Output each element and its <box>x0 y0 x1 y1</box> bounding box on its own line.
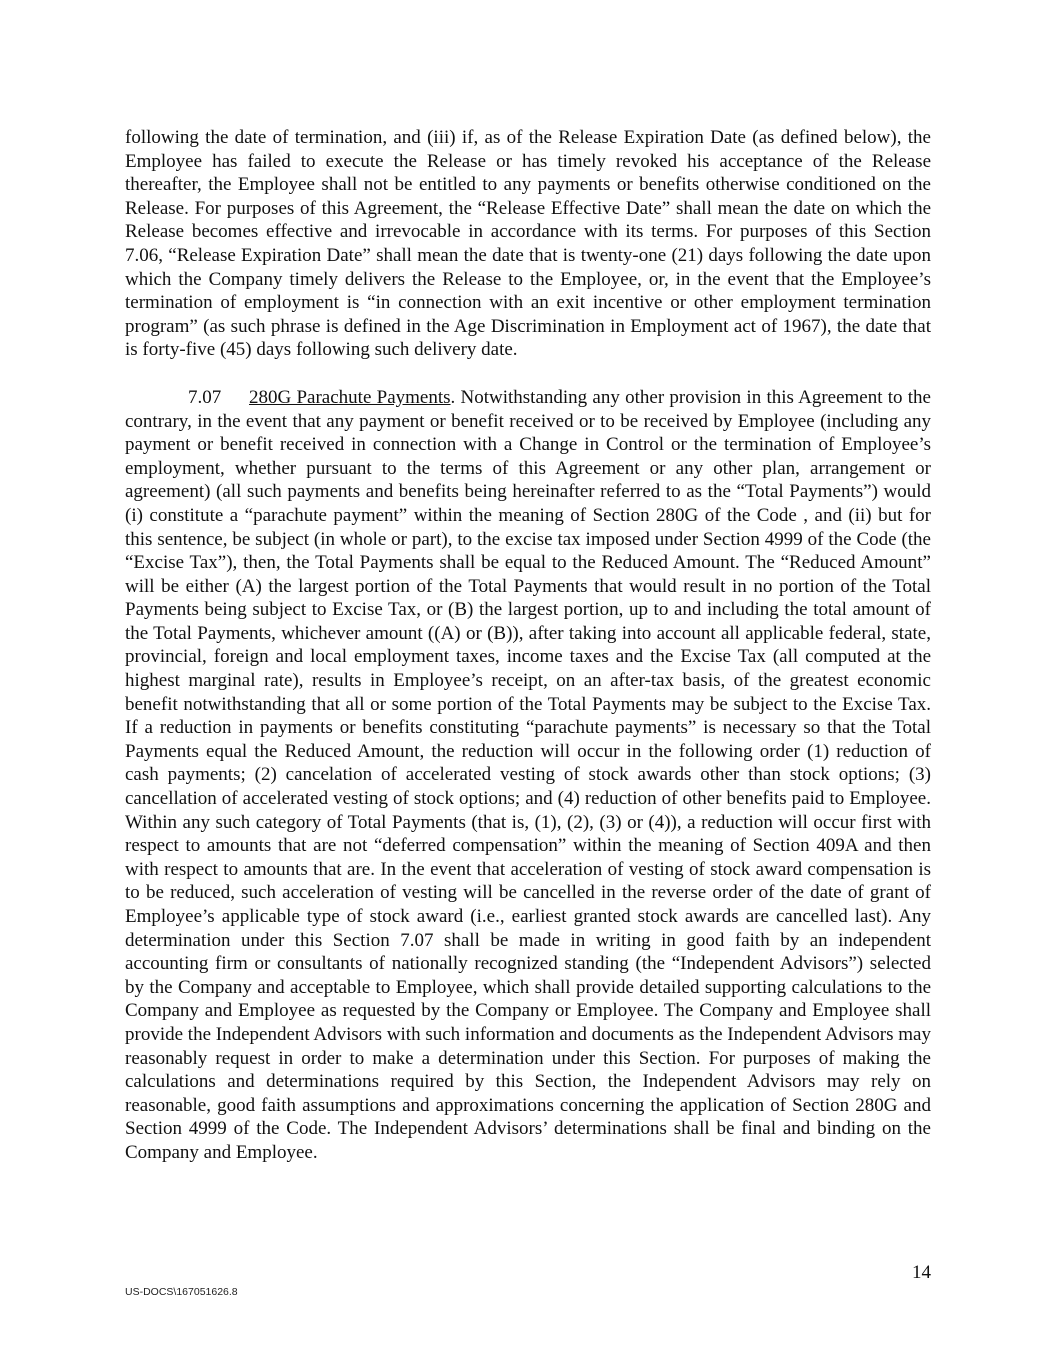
section-title: 280G Parachute Payments <box>249 386 451 408</box>
section-7-07-paragraph <box>125 386 931 1165</box>
document-body <box>125 126 931 1165</box>
document-id: US-DOCS\167051626.8 <box>125 1286 238 1298</box>
section-number: 7.07 <box>188 386 222 408</box>
continuation-paragraph: following the date of termination, and (iii) if, as of the Release Expiration Date (as defined below), the Employee has failed to execute the Release or has timely revoked his acceptance of the Release thereafter, the Employee shall not be entitled to any payments or benefits otherwise conditioned on the Release. For purposes of this Agreement, the “Release Effective Date” shall mean the date on which the Release becomes effective and irrevocable in accordance with its terms. For purposes of this Section 7.06, “Release Expiration Date” shall mean the date that is twenty-one (21) days following the date upon which the Company timely delivers the Release to the Employee, or, in the event that the Employee’s termination of employment is “in connection with an exit incentive or other employment termination program” (as such phrase is defined in the Age Discrimination in Employment act of 1967), the date that is forty-five (45) days following such delivery date. <box>125 127 931 361</box>
page-number: 14 <box>912 1262 931 1283</box>
section-body: . Notwithstanding any other provision in this Agreement to the contrary, in the event that any payment or benefit received or to be received by Employee (including any payment or benefit received in connection with a Change in Control or the termination of Employee’s employment, whether pursuant to the terms of this Agreement or any other plan, arrangement or agreement) (all such payments and benefits being hereinafter referred to as the “Total Payments”) would (i) constitute a “parachute payment” within the meaning of Section 280G of the Code , and (ii) but for this sentence, be subject (in whole or part), to the excise tax imposed under Section 4999 of the Code (the “Excise Tax”), then, the Total Payments shall be equal to the Reduced Amount. The “Reduced Amount” will be either (A) the largest portion of the Total Payments that would result in no portion of the Total Payments being subject to Excise Tax, or (B) the largest portion, up to and including the total amount of the Total Payments, whichever amount ((A) or (B)), after taking into account all applicable federal, state, provincial, foreign and local employment taxes, income taxes and the Excise Tax (all computed at the highest marginal rate), results in Employee’s receipt, on an after-tax basis, of the greatest economic benefit notwithstanding that all or some portion of the Total Payments may be subject to the Excise Tax. If a reduction in payments or benefits constituting “parachute payments” is necessary so that the Total Payments equal the Reduced Amount, the reduction will occur in the following order (1) reduction of cash payments; (2) cancelation of accelerated vesting of stock awards other than stock options; (3) cancellation of accelerated vesting of stock options; and (4) reduction of other benefits paid to Employee. Within any such category of Total Payments (that is, (1), (2), (3) or (4)), a reduction will occur first with respect to amounts that are not “deferred compensation” within the meaning of Section 409A and then with respect to amounts that are. In the event that acceleration of vesting of stock award compensation is to be reduced, such acceleration of vesting will be cancelled in the reverse order of the date of grant of Employee’s applicable type of stock award (i.e., earliest granted stock awards are cancelled last). Any determination under this Section 7.07 shall be made in writing in good faith by an independent accounting firm or consultants of nationally recognized standing (the “Independent Advisors”) selected by the Company and acceptable to Employee, which shall provide detailed supporting calculations to the Company and Employee as requested by the Company or Employee. The Company and Employee shall provide the Independent Advisors with such information and documents as the Independent Advisors may reasonably request in order to make a determination under this Section. For purposes of making the calculations and determinations required by this Section, the Independent Advisors may rely on reasonable, good faith assumptions and approximations concerning the application of Section 280G and Section 4999 of the Code. The Independent Advisors’ determinations shall be final and binding on the Company and Employee. <box>125 386 931 1163</box>
